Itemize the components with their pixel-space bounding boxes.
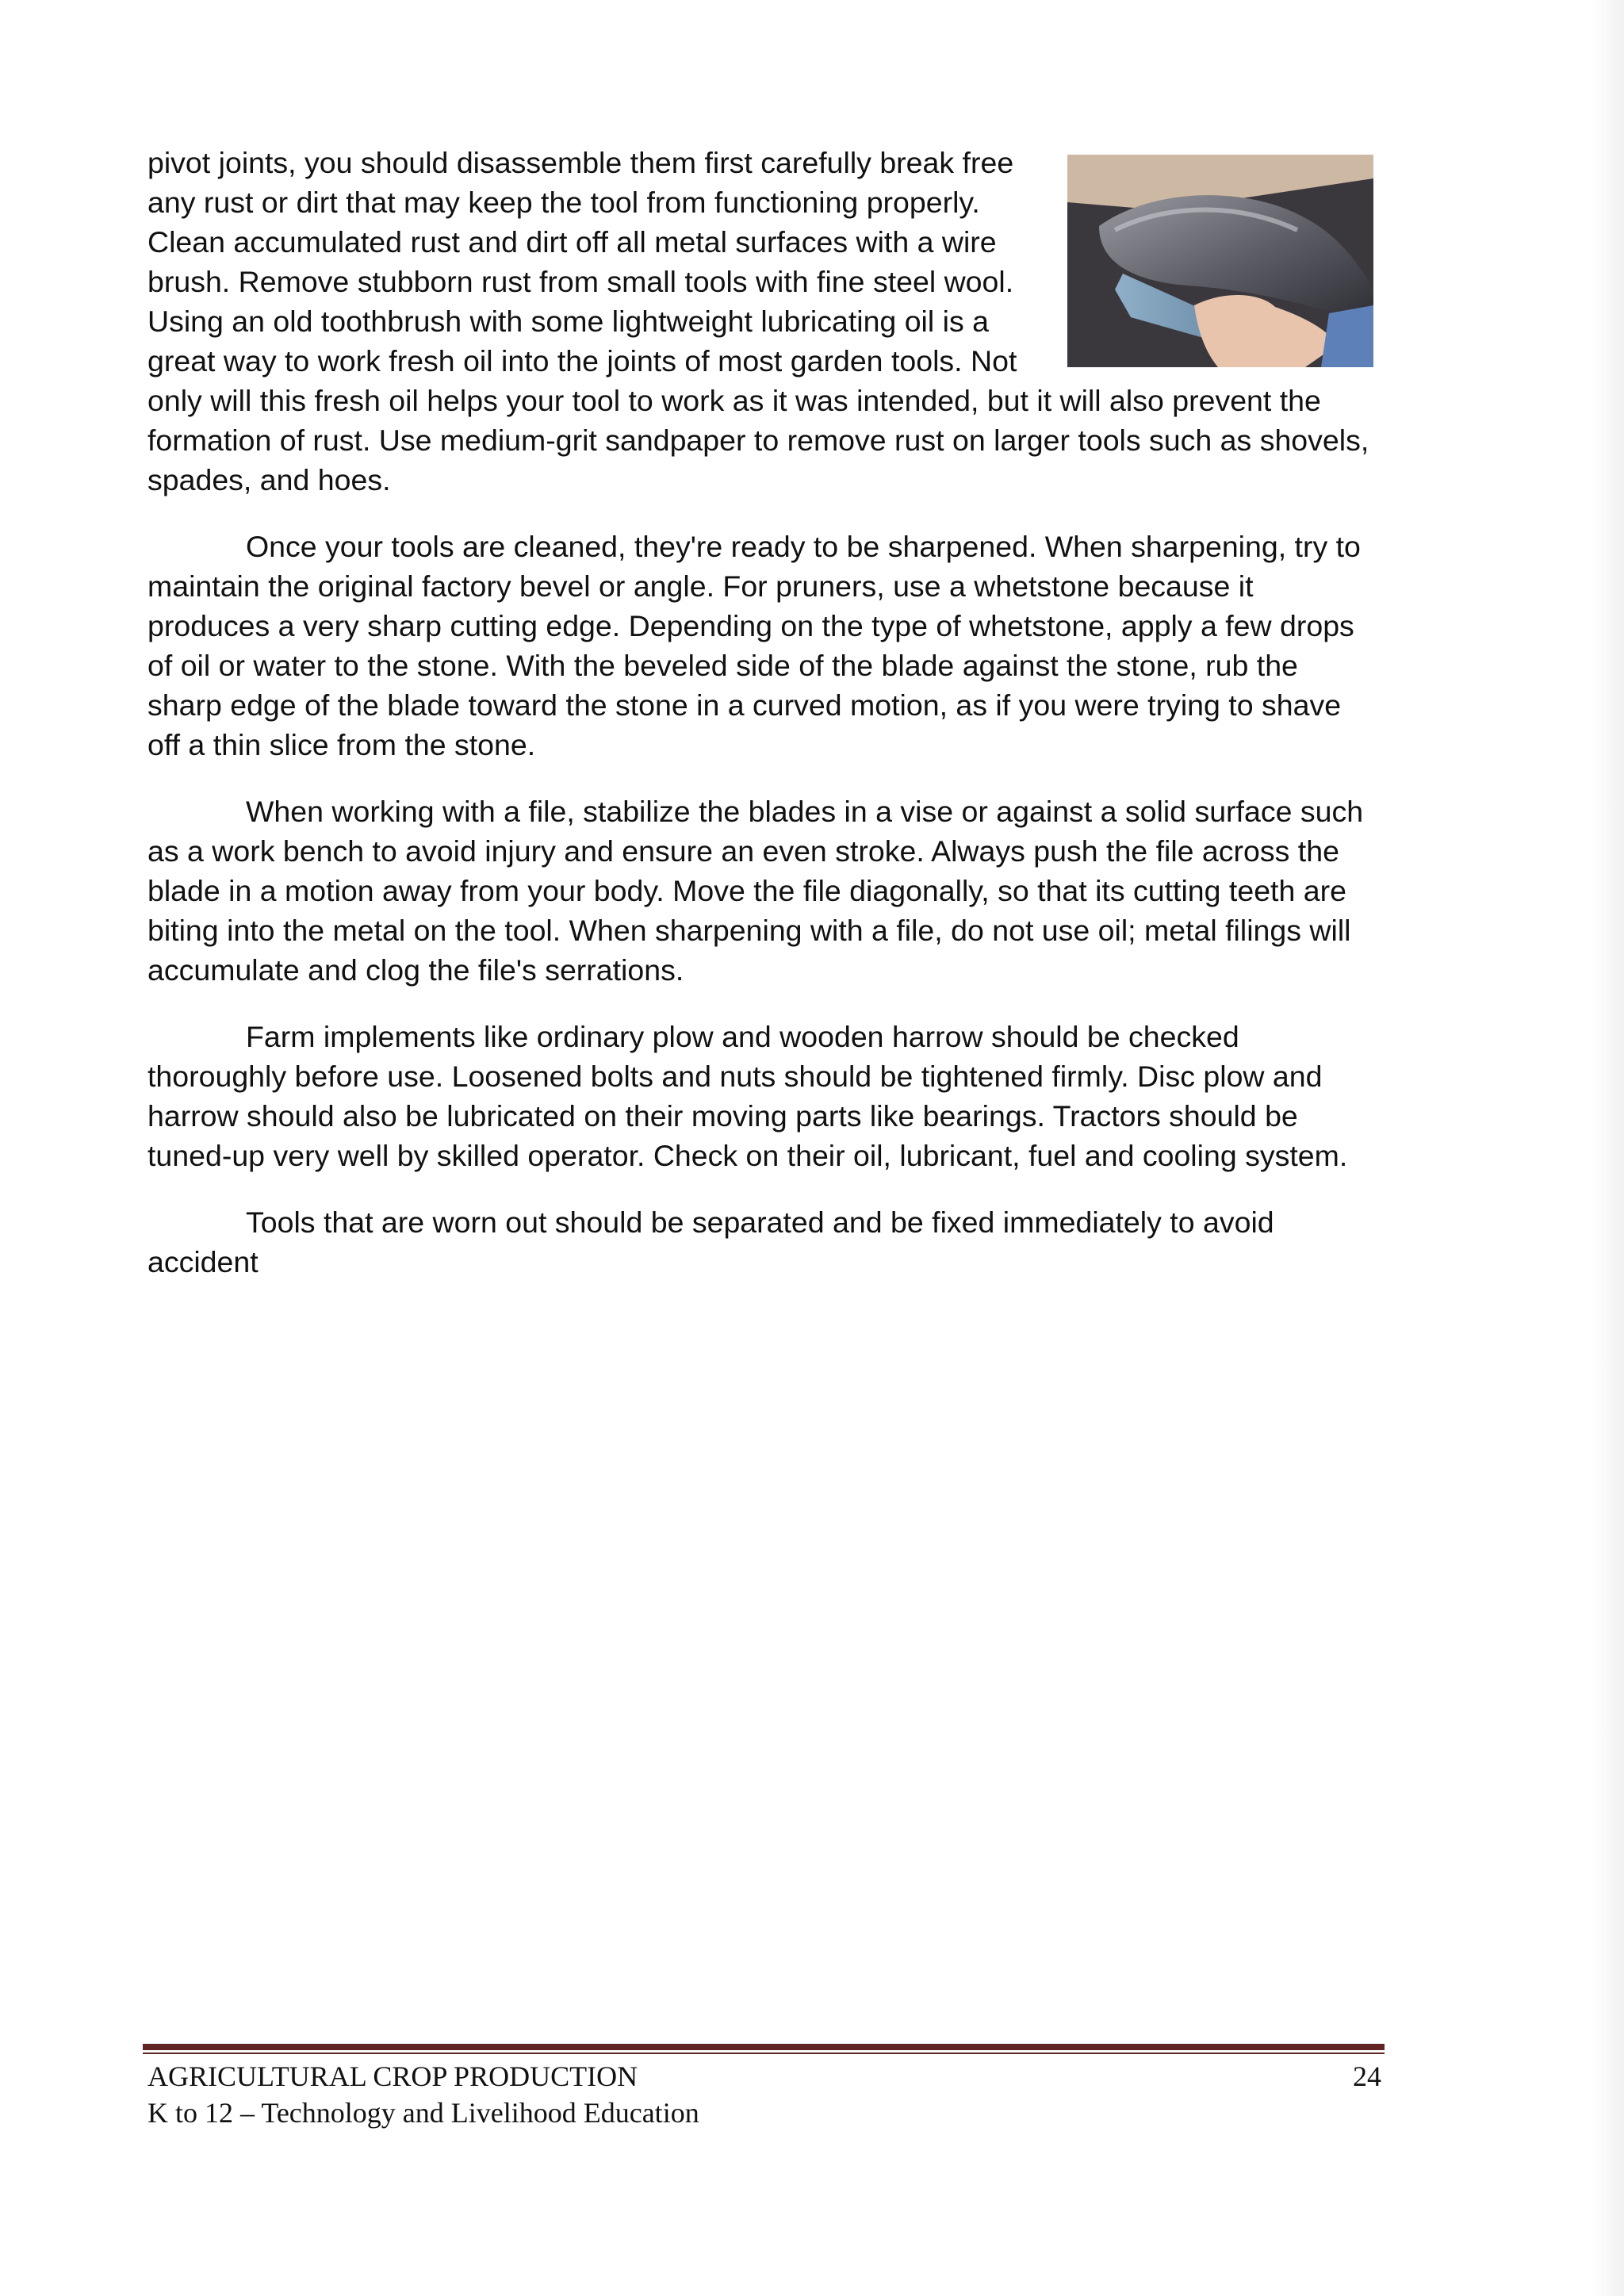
footer-divider [143, 2044, 1385, 2055]
paragraph-1-text: pivot joints, you should disassemble them first carefully break free any rust or dirt that may keep the tool from functioning properly. Clean accumulated rust and dirt off all metal surfaces with a wire brush. Remove stubborn rust from small tools with fine steel wool. Using an old toothbrush with some lightweight lubricating oil is a great way to work fresh oil into the joints of most garden tools. Not only will this fresh oil helps your tool to work as it was intended, but it will also prevent the formation of rust. Use medium-grit sandpaper to remove rust on larger tools such as shovels, spades, and hoes. [147, 146, 1369, 496]
footer-title: AGRICULTURAL CROP PRODUCTION [147, 2060, 638, 2092]
whetstone-sharpening-photo [1067, 155, 1373, 367]
footer-top-row [147, 2058, 1381, 2095]
footer-subtitle: K to 12 – Technology and Livelihood Education [147, 2097, 699, 2129]
page-edge-shade [1592, 0, 1624, 2296]
footer-divider-thin [143, 2053, 1385, 2054]
paragraph-2: Once your tools are cleaned, they're ready to be sharpened. When sharpening, try to maintain the original factory bevel or angle. For pruners, use a whetstone because it produces a very sharp cutting edge. Depending on the type of whetstone, apply a few drops of oil or water to the stone. With the beveled side of the blade against the stone, rub the sharp edge of the blade toward the stone in a curved motion, as if you were trying to shave off a thin slice from the stone. [147, 530, 1361, 761]
page-body [147, 143, 1373, 1309]
paragraph-3: When working with a file, stabilize the blades in a vise or against a solid surface such as a work bench to avoid injury and ensure an even stroke. Always push the file across the blade in a motion away from your body. Move the file diagonally, so that its cutting teeth are biting into the metal on the tool. When sharpening with a file, do not use oil; metal filings will accumulate and clog the file's serrations. [147, 795, 1364, 987]
page-number: 24 [1353, 2060, 1381, 2092]
paragraph-5: Tools that are worn out should be separated and be fixed immediately to avoid accident [147, 1205, 1274, 1278]
paragraph-1 [147, 143, 1373, 500]
paragraph-4: Farm implements like ordinary plow and wooden harrow should be checked thoroughly before use. Loosened bolts and nuts should be tightened firmly. Disc plow and harrow should also be lubricated on their moving parts like bearings. Tractors should be tuned-up very well by skilled operator. Check on their oil, lubricant, fuel and cooling system. [147, 1020, 1348, 1172]
page-footer [147, 2058, 1381, 2131]
footer-divider-thick [143, 2044, 1385, 2050]
